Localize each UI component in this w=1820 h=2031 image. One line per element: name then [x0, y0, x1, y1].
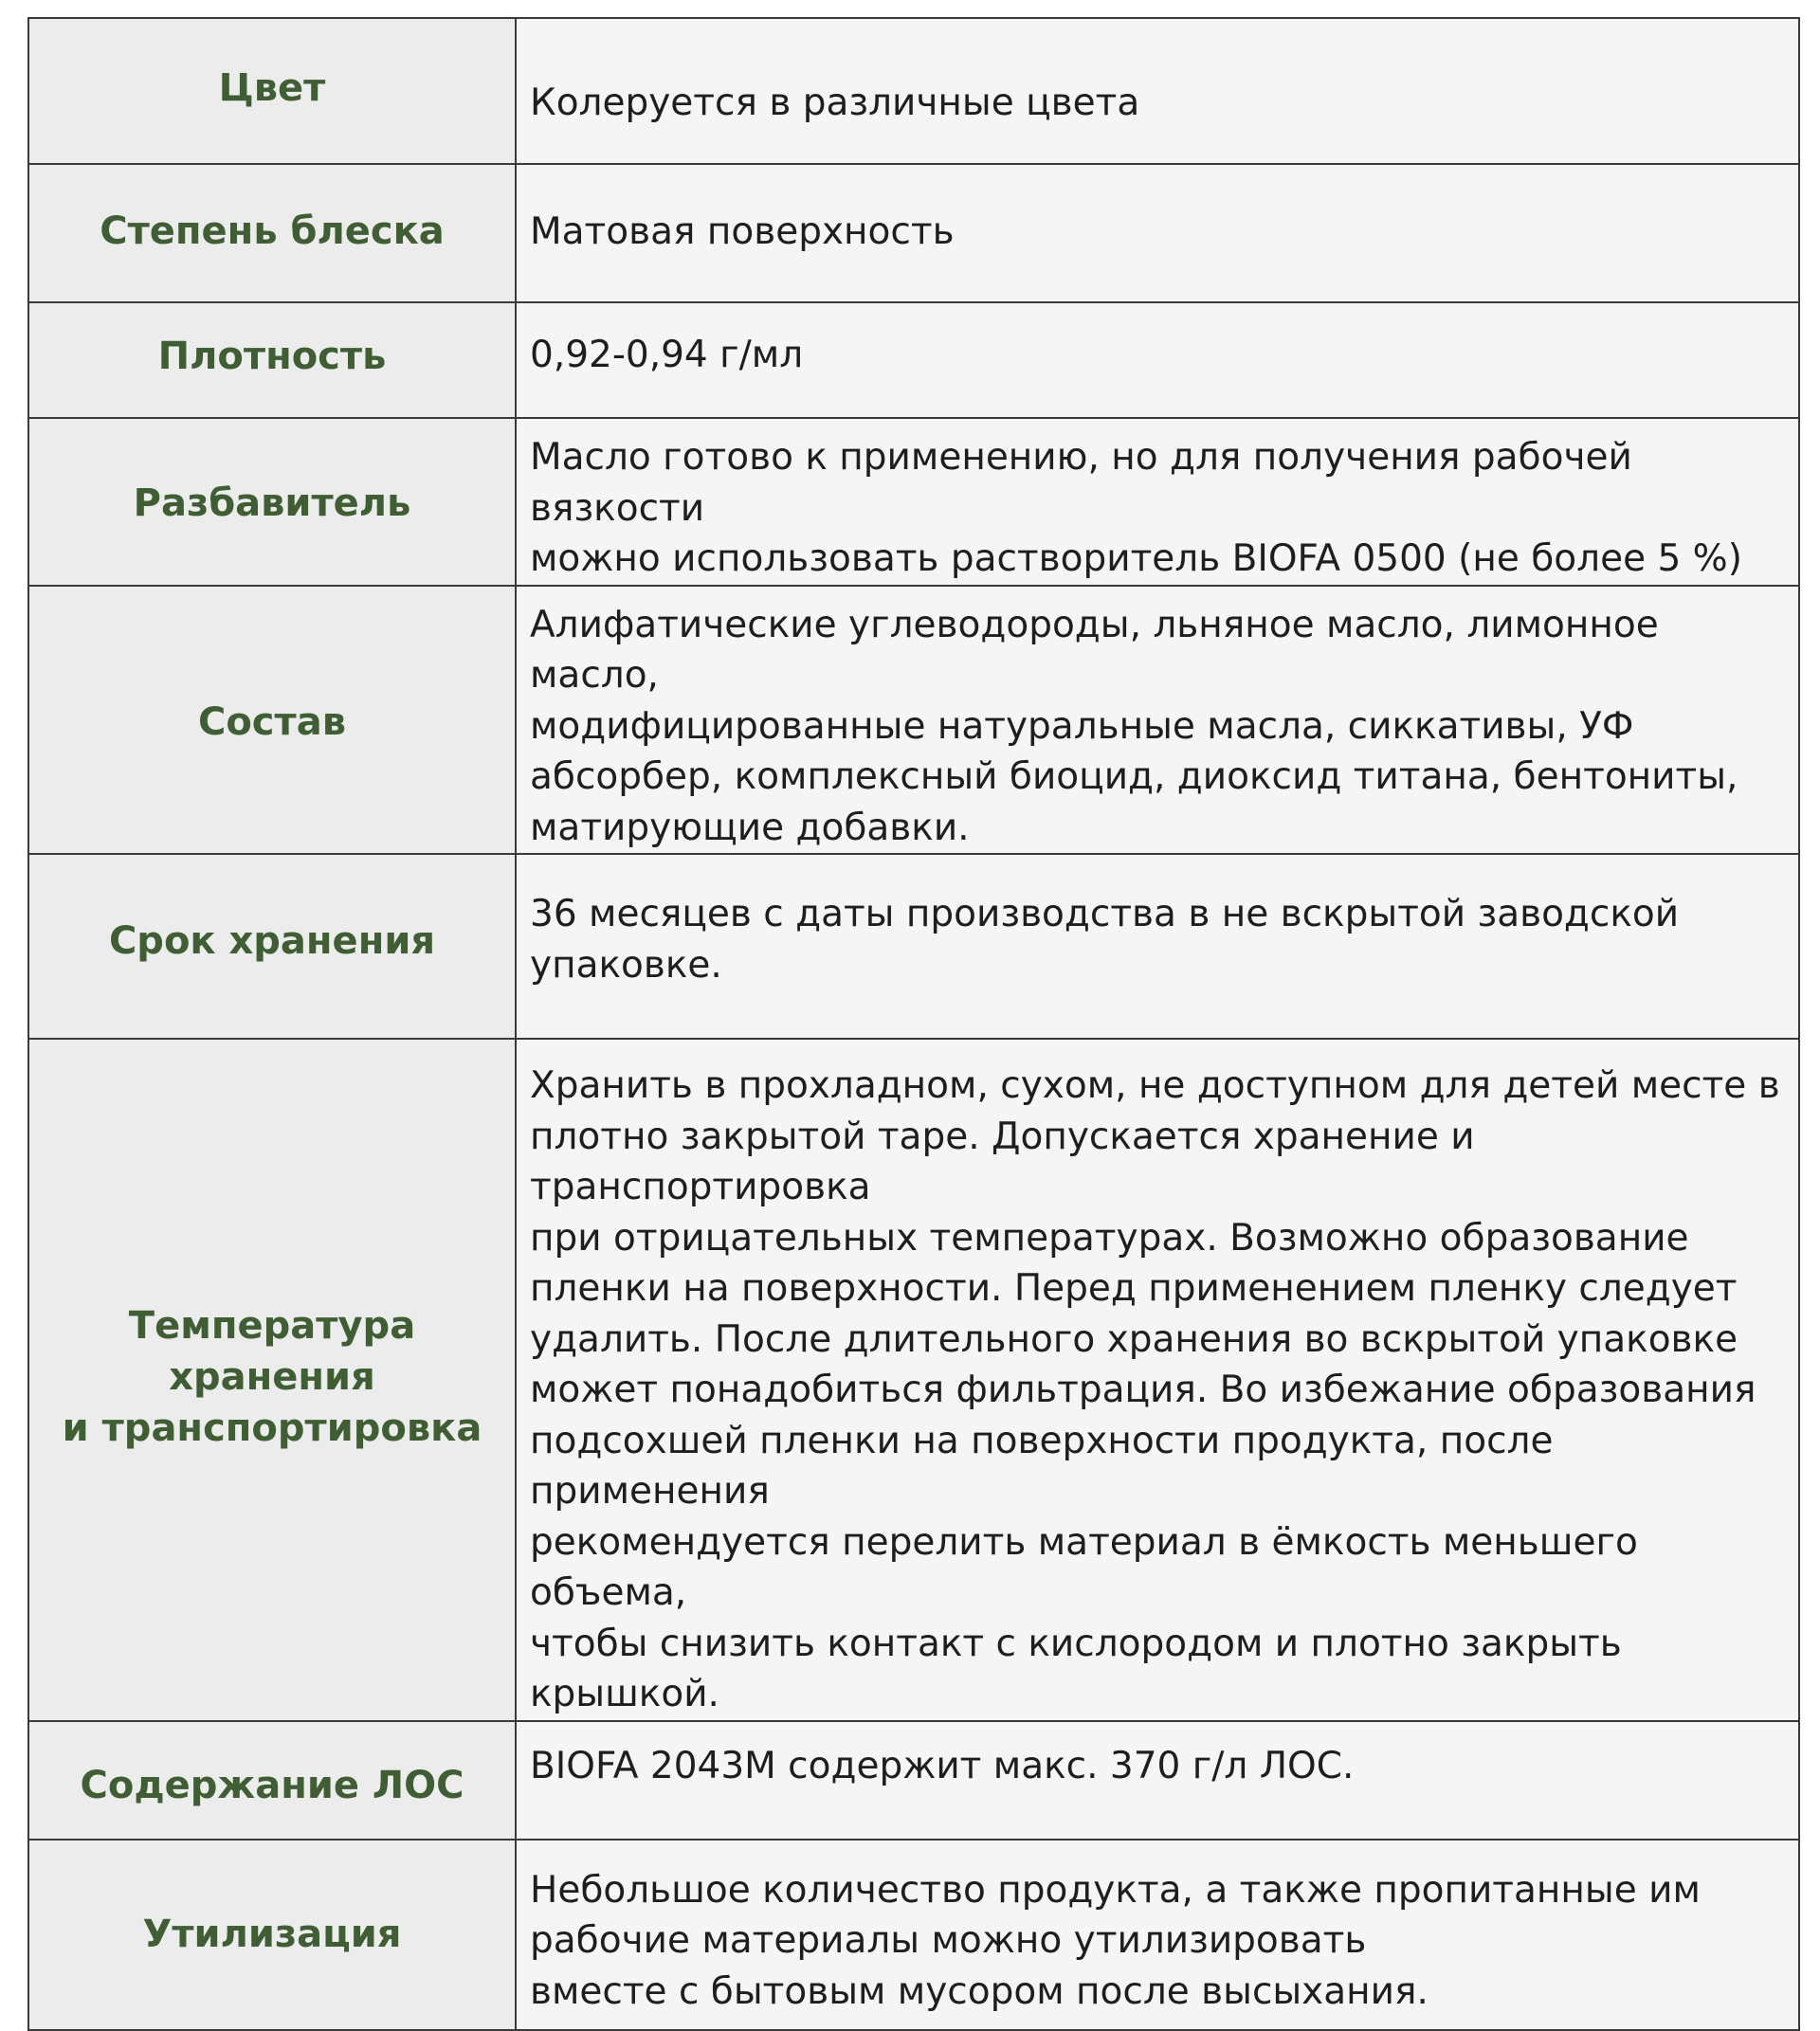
- row-label: Степень блеска: [28, 164, 516, 302]
- row-label: Плотность: [28, 302, 516, 418]
- row-label: Состав: [28, 586, 516, 855]
- row-value: BIOFA 2043M содержит макс. 370 г/л ЛОС.: [516, 1721, 1799, 1840]
- row-label: Разбавитель: [28, 418, 516, 586]
- table-row: [28, 1721, 1799, 1840]
- row-value: Хранить в прохладном, сухом, не доступном для детей месте в плотно закрытой таре. Допускается хранение и транспортировка при отрицательных температурах. Возможно образование пленки на поверхности. Перед применением пленку следует удалить. После длительного хранения во вскрытой упаковке может понадобиться фильтрация. Во избежание образования подсохшей пленки на поверхности продукта, после применения рекомендуется перелить материал в ёмкость меньшего объема, чтобы снизить контакт с кислородом и плотно закрыть крышкой.: [516, 1039, 1799, 1721]
- table-row: [28, 1840, 1799, 2030]
- row-value: 0,92-0,94 г/мл: [516, 302, 1799, 418]
- table-row: [28, 854, 1799, 1039]
- spec-table-body: [28, 18, 1799, 2030]
- row-value: Колеруется в различные цвета: [516, 18, 1799, 164]
- row-label: Цвет: [28, 18, 516, 164]
- row-label: Содержание ЛОС: [28, 1721, 516, 1840]
- row-value: Масло готово к применению, но для получения рабочей вязкости можно использовать растворитель BIOFA 0500 (не более 5 %): [516, 418, 1799, 586]
- row-value: Небольшое количество продукта, а также пропитанные им рабочие материалы можно утилизировать вместе с бытовым мусором после высыхания.: [516, 1840, 1799, 2030]
- row-label: Срок хранения: [28, 854, 516, 1039]
- row-label: Температура хранения и транспортировка: [28, 1039, 516, 1721]
- row-value: 36 месяцев с даты производства в не вскрытой заводской упаковке.: [516, 854, 1799, 1039]
- table-row: [28, 1039, 1799, 1721]
- row-value: Матовая поверхность: [516, 164, 1799, 302]
- table-row: [28, 418, 1799, 586]
- table-row: [28, 18, 1799, 164]
- table-row: [28, 586, 1799, 855]
- spec-table: [27, 17, 1800, 2031]
- row-value: Алифатические углеводороды, льняное масло, лимонное масло, модифицированные натуральные масла, сиккативы, УФ абсорбер, комплексный биоцид, диоксид титана, бентониты, матирующие добавки.: [516, 586, 1799, 855]
- table-row: [28, 164, 1799, 302]
- row-label: Утилизация: [28, 1840, 516, 2030]
- table-row: [28, 302, 1799, 418]
